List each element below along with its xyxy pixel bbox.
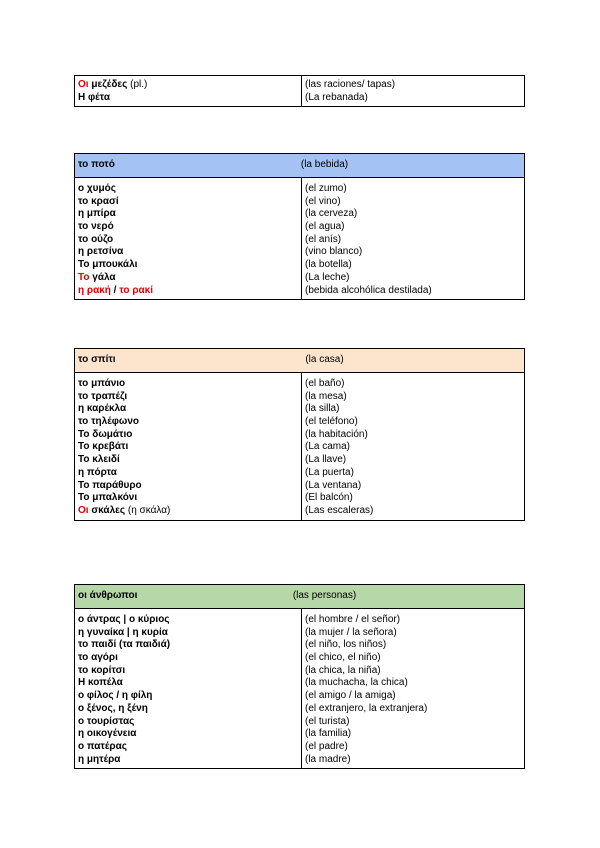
vocab-row <box>75 196 524 209</box>
greek-term <box>75 677 301 690</box>
greek-word: Η κοπέλα <box>78 677 123 689</box>
greek-word: Το παράθυρο <box>78 479 142 491</box>
greek-word: ο άντρας | ο κύριος <box>78 614 170 625</box>
spanish-translation: (el niño, los niños) <box>305 639 387 651</box>
spanish-translation: (la familia) <box>305 728 352 740</box>
greek-term <box>75 403 301 416</box>
greek-word: ο τουρίστας <box>78 715 135 727</box>
greek-word: η καρέκλα <box>78 403 127 415</box>
greek-term <box>75 234 301 247</box>
spanish-translation: (el extranjero, la extranjera) <box>305 702 428 714</box>
greek-term <box>75 441 301 454</box>
greek-term <box>75 690 301 703</box>
spanish-translation: (la habitación) <box>305 428 368 440</box>
greek-word: το τηλέφωνο <box>78 416 139 428</box>
spanish-translation: (el baño) <box>305 378 345 389</box>
vocab-row <box>75 391 524 404</box>
spanish-translation: (la silla) <box>305 403 340 415</box>
vocab-row <box>75 183 524 196</box>
vocab-row <box>75 690 524 703</box>
vocab-row <box>75 272 524 285</box>
greek-word: Το μπαλκόνι <box>78 492 138 504</box>
vocab-row <box>75 92 524 105</box>
spanish-translation: (el chico, el niño) <box>305 652 381 664</box>
vocab-row <box>75 403 524 416</box>
vocab-row <box>75 754 524 767</box>
greek-term <box>75 454 301 467</box>
greek-word: το νερό <box>78 221 114 233</box>
greek-term <box>75 79 301 92</box>
spanish-translation: (el turista) <box>305 715 350 727</box>
vocab-row <box>75 652 524 665</box>
table-header <box>75 585 524 609</box>
greek-word: το τραπέζι <box>78 390 128 402</box>
spanish-translation: (el padre) <box>305 740 348 752</box>
spanish-translation: (La rebanada) <box>305 91 368 103</box>
greek-term <box>75 467 301 480</box>
greek-term <box>75 665 301 678</box>
vocab-row <box>75 716 524 729</box>
greek-term <box>75 378 301 391</box>
greek-term <box>75 285 301 298</box>
vocab-row <box>75 234 524 247</box>
greek-term <box>75 259 301 272</box>
greek-article-highlight: Οι <box>78 79 89 90</box>
greek-word: το μπάνιο <box>78 378 126 389</box>
vocab-row <box>75 259 524 272</box>
greek-word: ο χυμός <box>78 183 116 194</box>
spanish-translation: (La cama) <box>305 441 351 453</box>
greek-word: η μπίρα <box>78 208 116 220</box>
vocab-row <box>75 665 524 678</box>
spanish-translation: (vino blanco) <box>305 246 363 258</box>
greek-article-highlight: Οι <box>78 504 89 516</box>
spanish-translation: (La puerta) <box>305 466 354 478</box>
table-header <box>75 349 524 373</box>
greek-word: γάλα <box>89 271 116 283</box>
greek-term <box>75 480 301 493</box>
greek-term <box>75 196 301 209</box>
greek-note: (pl.) <box>127 79 148 90</box>
greek-word: Το μπουκάλι <box>78 259 138 271</box>
spanish-translation: (el agua) <box>305 221 345 233</box>
greek-term <box>75 703 301 716</box>
spanish-translation: (el teléfono) <box>305 416 358 428</box>
greek-word: Το κλειδί <box>78 454 120 466</box>
greek-word: η πόρτα <box>78 466 117 478</box>
greek-word: μεζέδες <box>88 79 128 90</box>
vocab-row <box>75 639 524 652</box>
vocab-row <box>75 441 524 454</box>
greek-term <box>75 716 301 729</box>
greek-term <box>75 728 301 741</box>
header-spanish: (la bebida) <box>300 159 349 170</box>
spanish-translation: (el amigo / la amiga) <box>305 690 396 702</box>
spanish-translation: (el zumo) <box>305 183 347 194</box>
vocab-row <box>75 416 524 429</box>
greek-term <box>75 92 301 105</box>
spanish-translation: (la cerveza) <box>305 208 358 220</box>
greek-article-highlight: η ρακή <box>78 284 111 296</box>
greek-word: Η φέτα <box>78 91 110 103</box>
vocab-row <box>75 677 524 690</box>
vocab-row <box>75 221 524 234</box>
spanish-translation: (la mujer / la señora) <box>305 626 397 638</box>
greek-word: / <box>110 284 120 296</box>
vocab-row <box>75 505 524 518</box>
spanish-translation: (la muchacha, la chica) <box>305 677 408 689</box>
table-body <box>75 373 524 520</box>
greek-term <box>75 272 301 285</box>
greek-word: το ούζο <box>78 233 114 245</box>
vocab-table-people <box>74 584 525 769</box>
spanish-translation: (La leche) <box>305 271 350 283</box>
greek-word: Το δωμάτιο <box>78 428 133 440</box>
vocab-row <box>75 285 524 298</box>
vocab-row <box>75 79 524 92</box>
greek-term <box>75 614 301 627</box>
greek-word: η ρετσίνα <box>78 246 124 258</box>
spanish-translation: (bebida alcohólica destilada) <box>305 284 432 296</box>
header-greek: το ποτό <box>78 159 115 170</box>
header-spanish: (la casa) <box>305 354 344 365</box>
greek-word: η γυναίκα | η κυρία <box>78 626 168 638</box>
greek-word: ο πατέρας <box>78 740 127 752</box>
vocab-row <box>75 627 524 640</box>
greek-term <box>75 652 301 665</box>
greek-word: η μητέρα <box>78 753 121 765</box>
spanish-translation: (el hombre / el señor) <box>305 614 401 625</box>
table-body <box>75 609 524 768</box>
column-divider <box>301 373 302 520</box>
greek-term <box>75 492 301 505</box>
greek-word: ο φίλος / η φίλη <box>78 690 153 702</box>
greek-term <box>75 183 301 196</box>
vocab-row <box>75 728 524 741</box>
greek-term <box>75 754 301 767</box>
spanish-translation: (la botella) <box>305 259 352 271</box>
column-divider <box>301 76 302 106</box>
greek-article-highlight: Το <box>78 271 90 283</box>
greek-word: σκάλες <box>88 504 126 516</box>
vocab-row <box>75 703 524 716</box>
column-divider <box>301 609 302 768</box>
vocab-table-tapas <box>74 75 525 107</box>
vocab-row <box>75 492 524 505</box>
vocab-row <box>75 614 524 627</box>
greek-term <box>75 246 301 259</box>
greek-note: (η σκάλα) <box>125 504 171 516</box>
greek-term <box>75 208 301 221</box>
vocab-table-drinks <box>74 153 525 300</box>
greek-term <box>75 639 301 652</box>
vocab-row <box>75 741 524 754</box>
greek-term <box>75 505 301 518</box>
greek-word: ο ξένος, η ξένη <box>78 702 148 714</box>
vocab-row <box>75 480 524 493</box>
vocab-row <box>75 208 524 221</box>
greek-word: το κορίτσι <box>78 664 126 676</box>
column-divider <box>301 178 302 299</box>
vocab-row <box>75 378 524 391</box>
vocab-row <box>75 246 524 259</box>
header-greek: το σπίτι <box>78 354 116 365</box>
greek-term <box>75 627 301 640</box>
spanish-translation: (el vino) <box>305 195 341 207</box>
greek-word: το αγόρι <box>78 652 118 664</box>
spanish-translation: (el anís) <box>305 233 342 245</box>
greek-term <box>75 221 301 234</box>
greek-word: το παιδί (τα παιδιά) <box>78 639 171 651</box>
greek-word: Το κρεβάτι <box>78 441 129 453</box>
spanish-translation: (las raciones/ tapas) <box>305 79 396 90</box>
greek-word: το κρασί <box>78 195 119 207</box>
greek-term <box>75 391 301 404</box>
spanish-translation: (la chica, la niña) <box>305 664 381 676</box>
spanish-translation: (la madre) <box>305 753 351 765</box>
greek-word: η οικογένεια <box>78 728 137 740</box>
header-greek: οι άνθρωποι <box>78 590 138 601</box>
spanish-translation: (Las escaleras) <box>305 504 374 516</box>
greek-term <box>75 741 301 754</box>
greek-term <box>75 429 301 442</box>
vocab-table-house <box>74 348 525 521</box>
spanish-translation: (La llave) <box>305 454 347 466</box>
spanish-translation: (la mesa) <box>305 390 347 402</box>
table-header <box>75 154 524 178</box>
spanish-translation: (La ventana) <box>305 479 362 491</box>
vocab-row <box>75 429 524 442</box>
vocab-row <box>75 454 524 467</box>
table-body <box>75 76 524 106</box>
table-body <box>75 178 524 299</box>
spanish-translation: (El balcón) <box>305 492 353 504</box>
vocab-row <box>75 467 524 480</box>
header-spanish: (las personas) <box>292 590 357 601</box>
greek-term <box>75 416 301 429</box>
greek-word-highlight: το ρακί <box>119 284 154 296</box>
